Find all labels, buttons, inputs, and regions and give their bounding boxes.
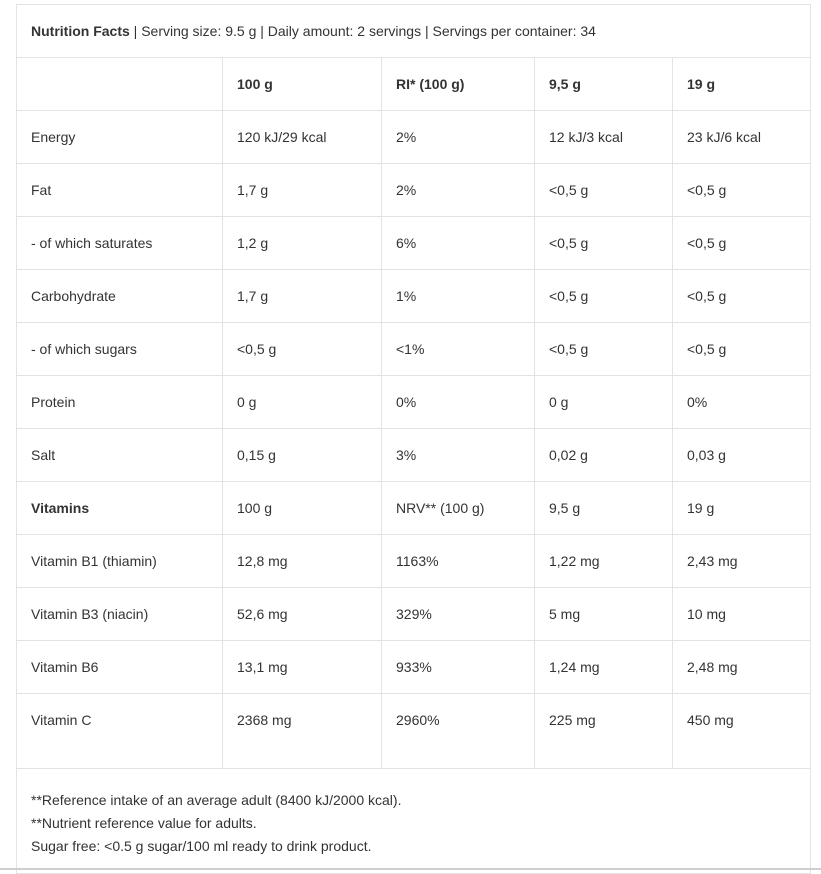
footnotes-row	[17, 769, 811, 874]
table-row-salt	[17, 429, 811, 482]
footnote-ri: **Reference intake of an average adult (8400 kJ/2000 kcal).	[31, 791, 402, 808]
row-label: - of which saturates	[17, 217, 223, 270]
footnotes-cell	[17, 769, 811, 874]
header-cell-daily: 19 g	[673, 58, 811, 111]
table-cell: 2,48 mg	[673, 641, 811, 694]
serving-details: | Serving size: 9.5 g | Daily amount: 2 servings | Servings per container: 34	[129, 23, 596, 39]
table-cell: 3%	[382, 429, 535, 482]
table-row-vitamins-header	[17, 482, 811, 535]
table-cell: 1163%	[382, 535, 535, 588]
table-cell: 1,7 g	[223, 164, 382, 217]
table-cell: <1%	[382, 323, 535, 376]
row-label: Salt	[17, 429, 223, 482]
table-cell: 1,7 g	[223, 270, 382, 323]
footnote-sugar-free: Sugar free: <0.5 g sugar/100 ml ready to drink product.	[31, 837, 372, 854]
header-cell-serving: 9,5 g	[535, 58, 673, 111]
table-cell: <0,5 g	[673, 270, 811, 323]
column-header-row	[17, 58, 811, 111]
table-cell: 0%	[673, 376, 811, 429]
nutrition-facts-row	[17, 5, 811, 58]
table-cell: 5 mg	[535, 588, 673, 641]
table-row-vitamin-b3	[17, 588, 811, 641]
table-cell: <0,5 g	[535, 323, 673, 376]
table-cell: <0,5 g	[673, 217, 811, 270]
row-label: Energy	[17, 111, 223, 164]
table-cell: <0,5 g	[673, 164, 811, 217]
header-cell-100g: 100 g	[223, 58, 382, 111]
row-label: Protein	[17, 376, 223, 429]
table-cell: 2%	[382, 111, 535, 164]
table-row-carbohydrate	[17, 270, 811, 323]
table-cell: 23 kJ/6 kcal	[673, 111, 811, 164]
table-row-saturates	[17, 217, 811, 270]
table-cell: 1,2 g	[223, 217, 382, 270]
table-cell: <0,5 g	[535, 217, 673, 270]
table-cell: 19 g	[673, 482, 811, 535]
table-cell: 9,5 g	[535, 482, 673, 535]
table-row-vitamin-c	[17, 694, 811, 769]
table-cell: 329%	[382, 588, 535, 641]
vitamins-heading: Vitamins	[17, 482, 223, 535]
footnote-nrv: **Nutrient reference value for adults.	[31, 814, 257, 831]
table-cell: <0,5 g	[223, 323, 382, 376]
table-cell: 6%	[382, 217, 535, 270]
nutrition-facts-cell	[17, 5, 811, 58]
table-cell: 13,1 mg	[223, 641, 382, 694]
table-row-energy	[17, 111, 811, 164]
table-cell: <0,5 g	[535, 164, 673, 217]
table-row-protein	[17, 376, 811, 429]
row-label: Vitamin B3 (niacin)	[17, 588, 223, 641]
table-cell: <0,5 g	[535, 270, 673, 323]
row-label: Vitamin B6	[17, 641, 223, 694]
nutrition-table	[16, 4, 811, 874]
table-cell: 0,15 g	[223, 429, 382, 482]
header-cell-ri: RI* (100 g)	[382, 58, 535, 111]
table-cell: 2960%	[382, 694, 535, 769]
row-label: Vitamin B1 (thiamin)	[17, 535, 223, 588]
table-cell: 2,43 mg	[673, 535, 811, 588]
table-cell: 1,22 mg	[535, 535, 673, 588]
table-cell: 1%	[382, 270, 535, 323]
table-cell: 2%	[382, 164, 535, 217]
row-label: Carbohydrate	[17, 270, 223, 323]
table-cell: 10 mg	[673, 588, 811, 641]
table-cell: <0,5 g	[673, 323, 811, 376]
table-cell: 0,02 g	[535, 429, 673, 482]
table-cell: 450 mg	[673, 694, 811, 769]
table-cell: 0 g	[535, 376, 673, 429]
table-cell: NRV** (100 g)	[382, 482, 535, 535]
table-cell: 0,03 g	[673, 429, 811, 482]
table-row-vitamin-b6	[17, 641, 811, 694]
table-cell: 2368 mg	[223, 694, 382, 769]
row-label: Vitamin C	[17, 694, 223, 769]
table-row-sugars	[17, 323, 811, 376]
table-cell: 100 g	[223, 482, 382, 535]
table-cell: 120 kJ/29 kcal	[223, 111, 382, 164]
nutrition-facts-title: Nutrition Facts	[31, 23, 130, 39]
row-label: Fat	[17, 164, 223, 217]
table-cell: 52,6 mg	[223, 588, 382, 641]
table-cell: 12,8 mg	[223, 535, 382, 588]
row-label: - of which sugars	[17, 323, 223, 376]
table-row-vitamin-b1	[17, 535, 811, 588]
table-cell: 1,24 mg	[535, 641, 673, 694]
table-cell: 933%	[382, 641, 535, 694]
table-row-fat	[17, 164, 811, 217]
table-cell: 0 g	[223, 376, 382, 429]
header-cell-label	[17, 58, 223, 111]
table-cell: 0%	[382, 376, 535, 429]
table-cell: 12 kJ/3 kcal	[535, 111, 673, 164]
table-cell: 225 mg	[535, 694, 673, 769]
bottom-divider	[0, 868, 821, 870]
